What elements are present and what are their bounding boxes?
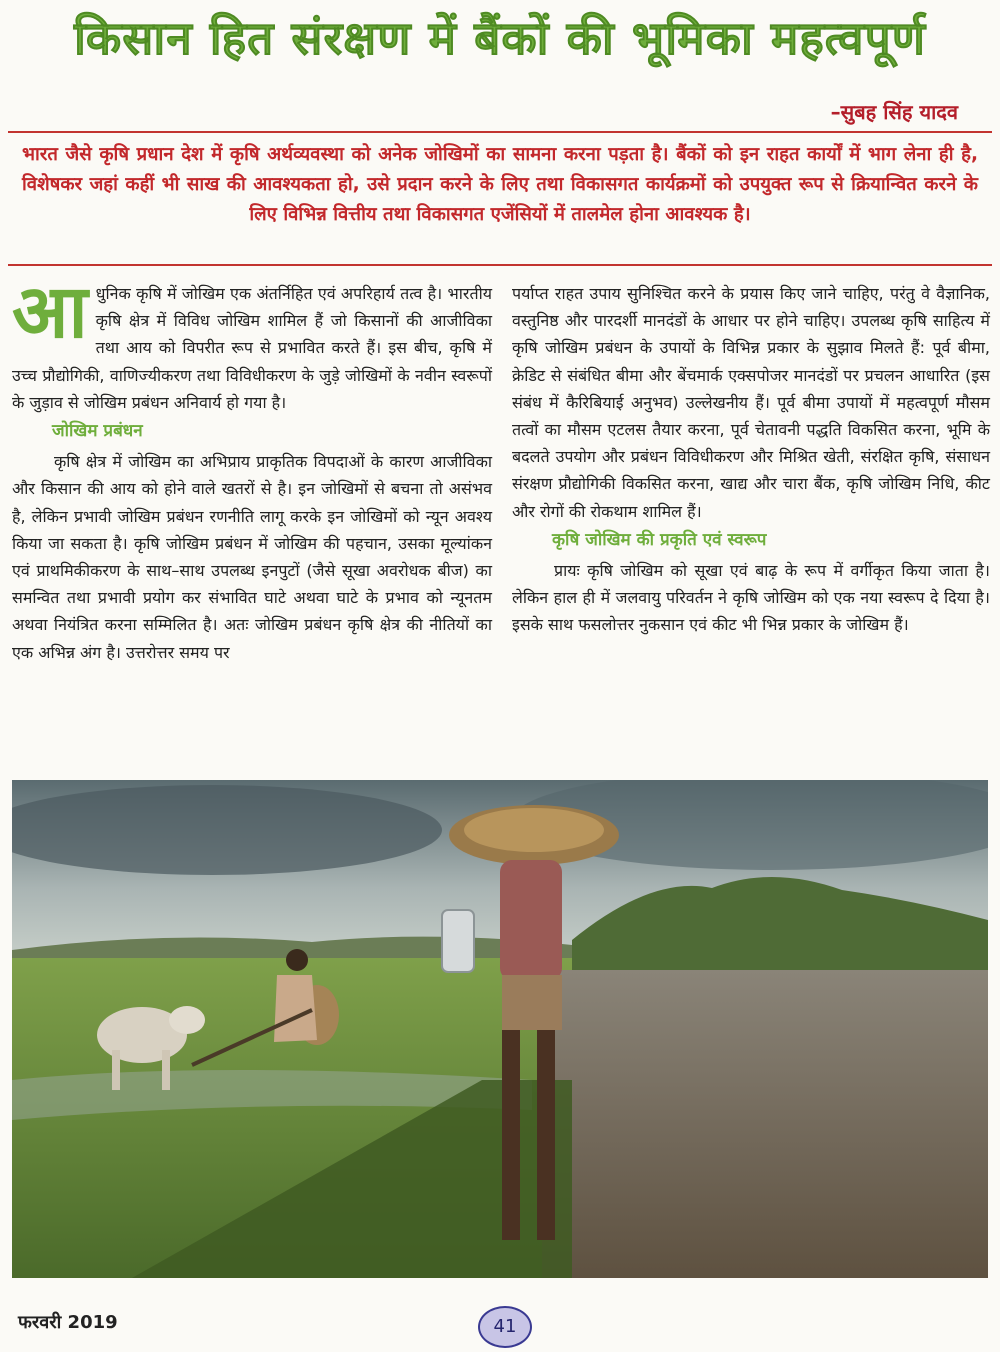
section-heading-risk-management: जोखिम प्रबंधन — [52, 421, 143, 442]
section-heading-risk-nature: कृषि जोखिम की प्रकृति एवं स्वरूप — [552, 529, 767, 550]
page-number-badge: 41 — [478, 1306, 532, 1348]
intro-paragraph — [12, 269, 492, 416]
author-byline: –सुबह सिंह यादव — [830, 100, 958, 124]
column-right — [512, 280, 990, 639]
farmer-field-photo — [12, 780, 988, 1278]
article-title: किसान हित संरक्षण में बैंकों की भूमिका महत्वपूर्ण — [74, 11, 926, 65]
photo-paddy-field — [12, 958, 988, 1278]
article-abstract: भारत जैसे कृषि प्रधान देश में कृषि अर्थव्यवस्था को अनेक जोखिमों का सामना करना पड़ता है। बैंकों को इन राहत कार्यों में भाग लेना ही है, विशेषकर जहां कहीं भी साख की आवश्यकता हो, उसे प्रदान करने के लिए तथा विकासगत कार्यक्रमों को उपयुक्त रूप से क्रियान्वित करने के लिए विभिन्न वित्तीय तथा विकासगत एजेंसियों में तालमेल होना आवश्यक है। — [22, 144, 978, 225]
body-paragraph-1: कृषि क्षेत्र में जोखिम का अभिप्राय प्राकृतिक विपदाओं के कारण आजीविका और किसान की आय को होने वाले खतरों से है। इन जोखिमों से बचना तो असंभव है, लेकिन प्रभावी जोखिम प्रबंधन रणनीति लागू करके इन जोखिमों को न्यून अवश्य किया जा सकता है। कृषि जोखिम प्रबंधन में जोखिम की पहचान, उसका मूल्यांकन एवं प्राथमिकीकरण के साथ–साथ उपलब्ध इनपुटों (जैसे सूखा अवरोधक बीज) का समन्वित तथा प्रभावी प्रयोग कर संभावित घाटे अथवा घाटे के प्रभाव को न्यूनतम अथवा नियंत्रित करना सम्मिलित है। अतः जोखिम प्रबंधन कृषि क्षेत्र की नीतियों का एक अभिन्न अंग है। उत्तरोत्तर समय पर — [12, 452, 492, 662]
divider-bottom — [8, 264, 992, 266]
column-left — [12, 269, 492, 666]
divider-top — [8, 131, 992, 133]
drop-cap: आ — [12, 269, 88, 355]
body-paragraph-2: पर्याप्त राहत उपाय सुनिश्चित करने के प्रयास किए जाने चाहिए, परंतु वे वैज्ञानिक, वस्तुनिष्ठ और पारदर्शी मानदंडों के आधार पर होने चाहिए। उपलब्ध कृषि साहित्य में कृषि जोखिम प्रबंधन के उपायों के विभिन्न प्रकार के सुझाव मिलते हैं: पूर्व बीमा, क्रेडिट से संबंधित बीमा और बेंचमार्क एक्सपोजर मानदंडों पर प्रचलन आधारित (इस संबंध में कैरिबियाई अनुभव) उल्लेखनीय हैं। पूर्व बीमा उपायों में महत्वपूर्ण मौसम तत्वों का मौसम एटलस तैयार करना, पूर्व चेतावनी पद्धति विकसित करना, भूमि के बदलते उपयोग और प्रबंधन विविधीकरण और मिश्रित खेती, संरक्षित कृषि, संसाधन संरक्षण प्रौद्योगिकी विकसित करना, खाद्य और चारा बैंक, कृषि जोखिम निधि, कीट और रोगों की रोकथाम शामिल हैं। — [512, 284, 990, 521]
intro-text: धुनिक कृषि में जोखिम एक अंतर्निहित एवं अपरिहार्य तत्व है। भारतीय कृषि क्षेत्र में विविध जोखिम शामिल हैं जो किसानों की आजीविका तथा आय को विपरीत रूप से प्रभावित करते हैं। इस बीच, कृषि में उच्च प्रौद्योगिकी, वाणिज्यीकरण तथा विविधीकरण के जुड़े जोखिमों के नवीन स्वरूपों के जुड़ाव से जोखिम प्रबंधन अनिवार्य हो गया है। — [12, 284, 492, 412]
body-paragraph-3: प्रायः कृषि जोखिम को सूखा एवं बाढ़ के रूप में वर्गीकृत किया जाता है। लेकिन हाल ही में जलवायु परिवर्तन ने कृषि जोखिम को एक नया स्वरूप दे दिया है। इसके साथ फसलोत्तर नुकसान एवं कीट भी भिन्न प्रकार के जोखिम हैं। — [512, 561, 990, 635]
issue-date: फरवरी 2019 — [18, 1312, 118, 1333]
